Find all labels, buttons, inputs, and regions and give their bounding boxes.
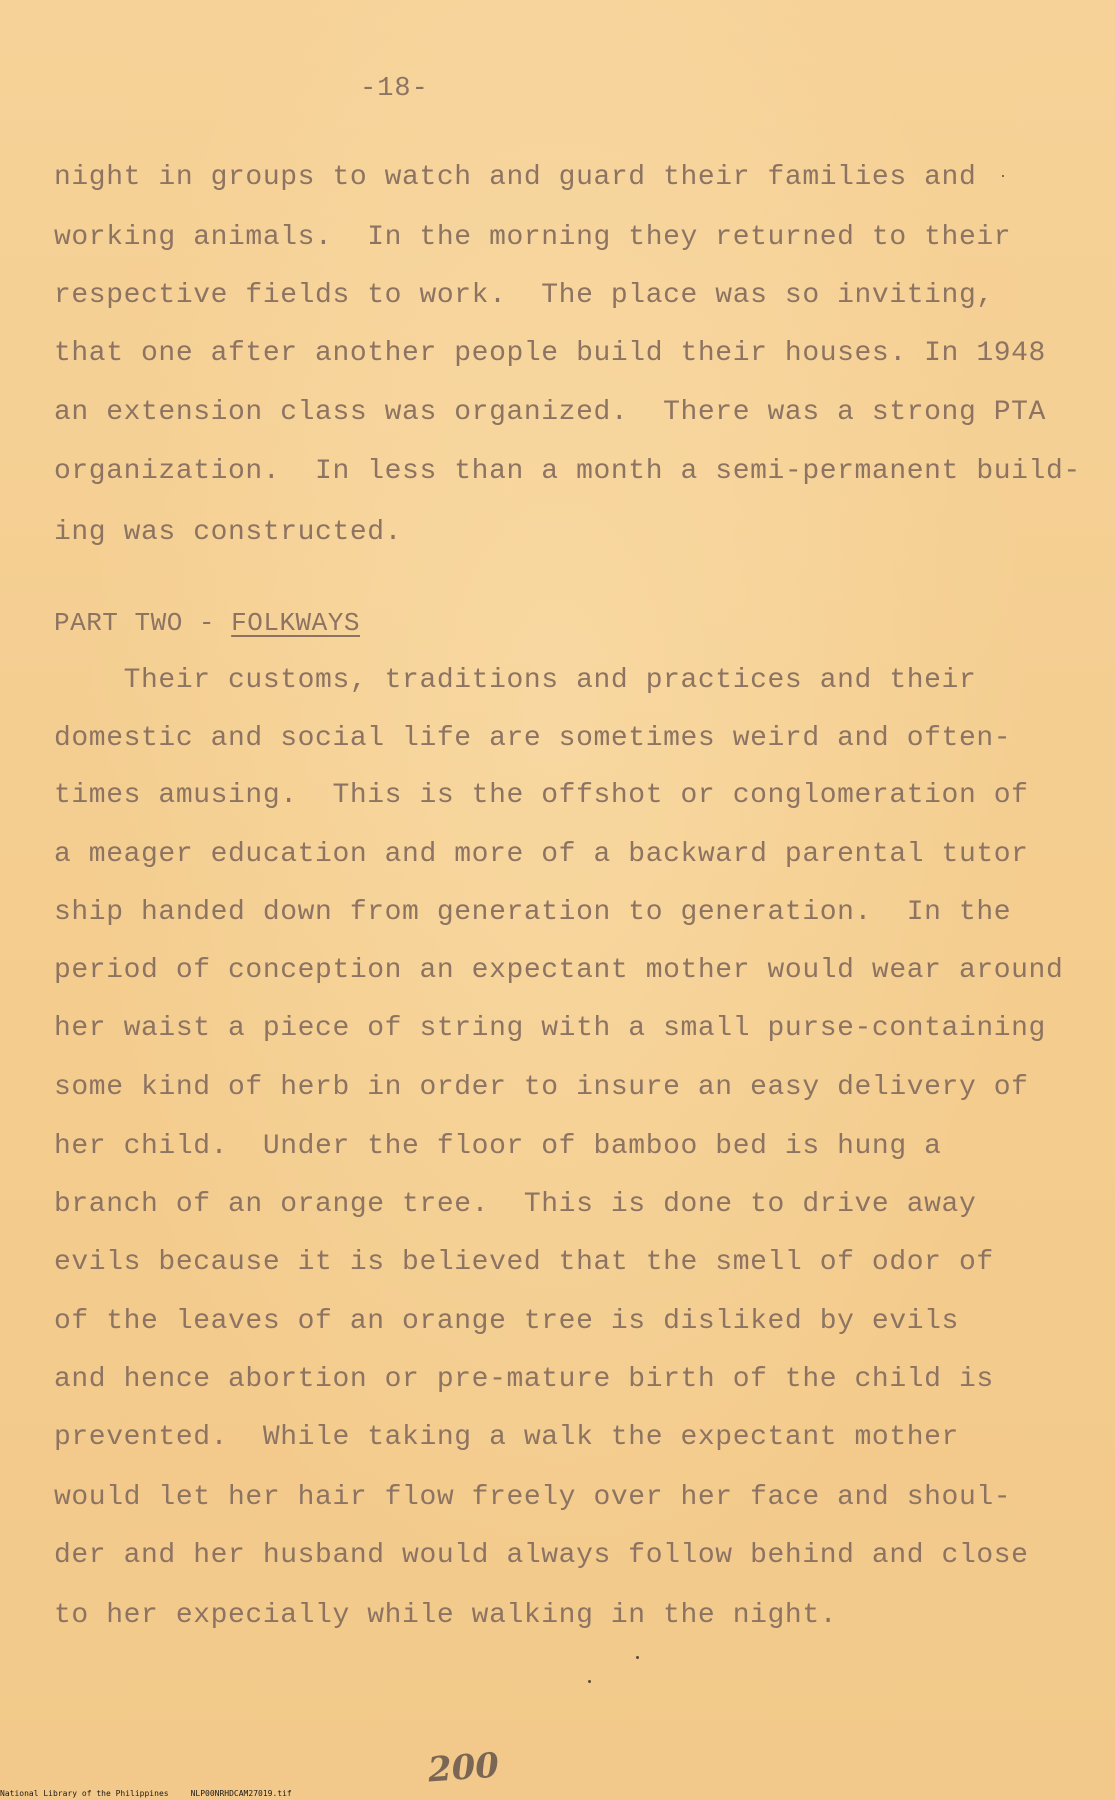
text-line: ship handed down from generation to generation. In the [54,897,1012,928]
ink-speck [1002,175,1004,177]
text-line: period of conception an expectant mother would wear around [54,955,1064,986]
text-line: would let her hair flow freely over her face and shoul- [54,1482,1012,1513]
text-line: respective fields to work. The place was so inviting, [54,280,994,311]
text-line: organization. In less than a month a semi-permanent build- [54,456,1081,487]
text-line: evils because it is believed that the smell of odor of [54,1247,994,1278]
text-line: ing was constructed. [54,517,403,548]
section-heading-prefix: PART TWO - [54,608,232,638]
text-line: domestic and social life are sometimes weird and often- [54,723,1012,754]
text-line: and hence abortion or pre-mature birth of the child is [54,1364,994,1395]
footer-library: National Library of the Philippines [0,1789,169,1798]
text-line: branch of an orange tree. This is done to drive away [54,1189,977,1220]
footer-file-id: NLP00NRHDCAM27019.tif [190,1789,292,1798]
section-heading [54,608,360,638]
text-line: prevented. While taking a walk the expectant mother [54,1422,959,1453]
text-line: that one after another people build their houses. In 1948 [54,338,1046,369]
text-line: working animals. In the morning they returned to their [54,222,1012,253]
ink-speck [588,1680,591,1683]
ink-speck [636,1656,639,1659]
text-line: to her expecially while walking in the night. [54,1600,838,1631]
text-line: her waist a piece of string with a small purse-containing [54,1013,1046,1044]
text-line: her child. Under the floor of bamboo bed is hung a [54,1131,942,1162]
text-line: times amusing. This is the offshot or conglomeration of [54,780,1029,811]
text-line: some kind of herb in order to insure an easy delivery of [54,1072,1029,1103]
text-line: Their customs, traditions and practices and their [54,665,977,696]
handwritten-page-number: 200 [426,1745,501,1791]
text-line: der and her husband would always follow behind and close [54,1540,1029,1571]
text-line: night in groups to watch and guard their families and [54,162,977,193]
text-line: a meager education and more of a backward parental tutor [54,839,1029,870]
section-heading-title: FOLKWAYS [231,608,360,638]
text-line: of the leaves of an orange tree is disliked by evils [54,1306,959,1337]
text-line: an extension class was organized. There was a strong PTA [54,397,1046,428]
scan-footer [0,1789,292,1798]
page-number: -18- [360,74,429,104]
